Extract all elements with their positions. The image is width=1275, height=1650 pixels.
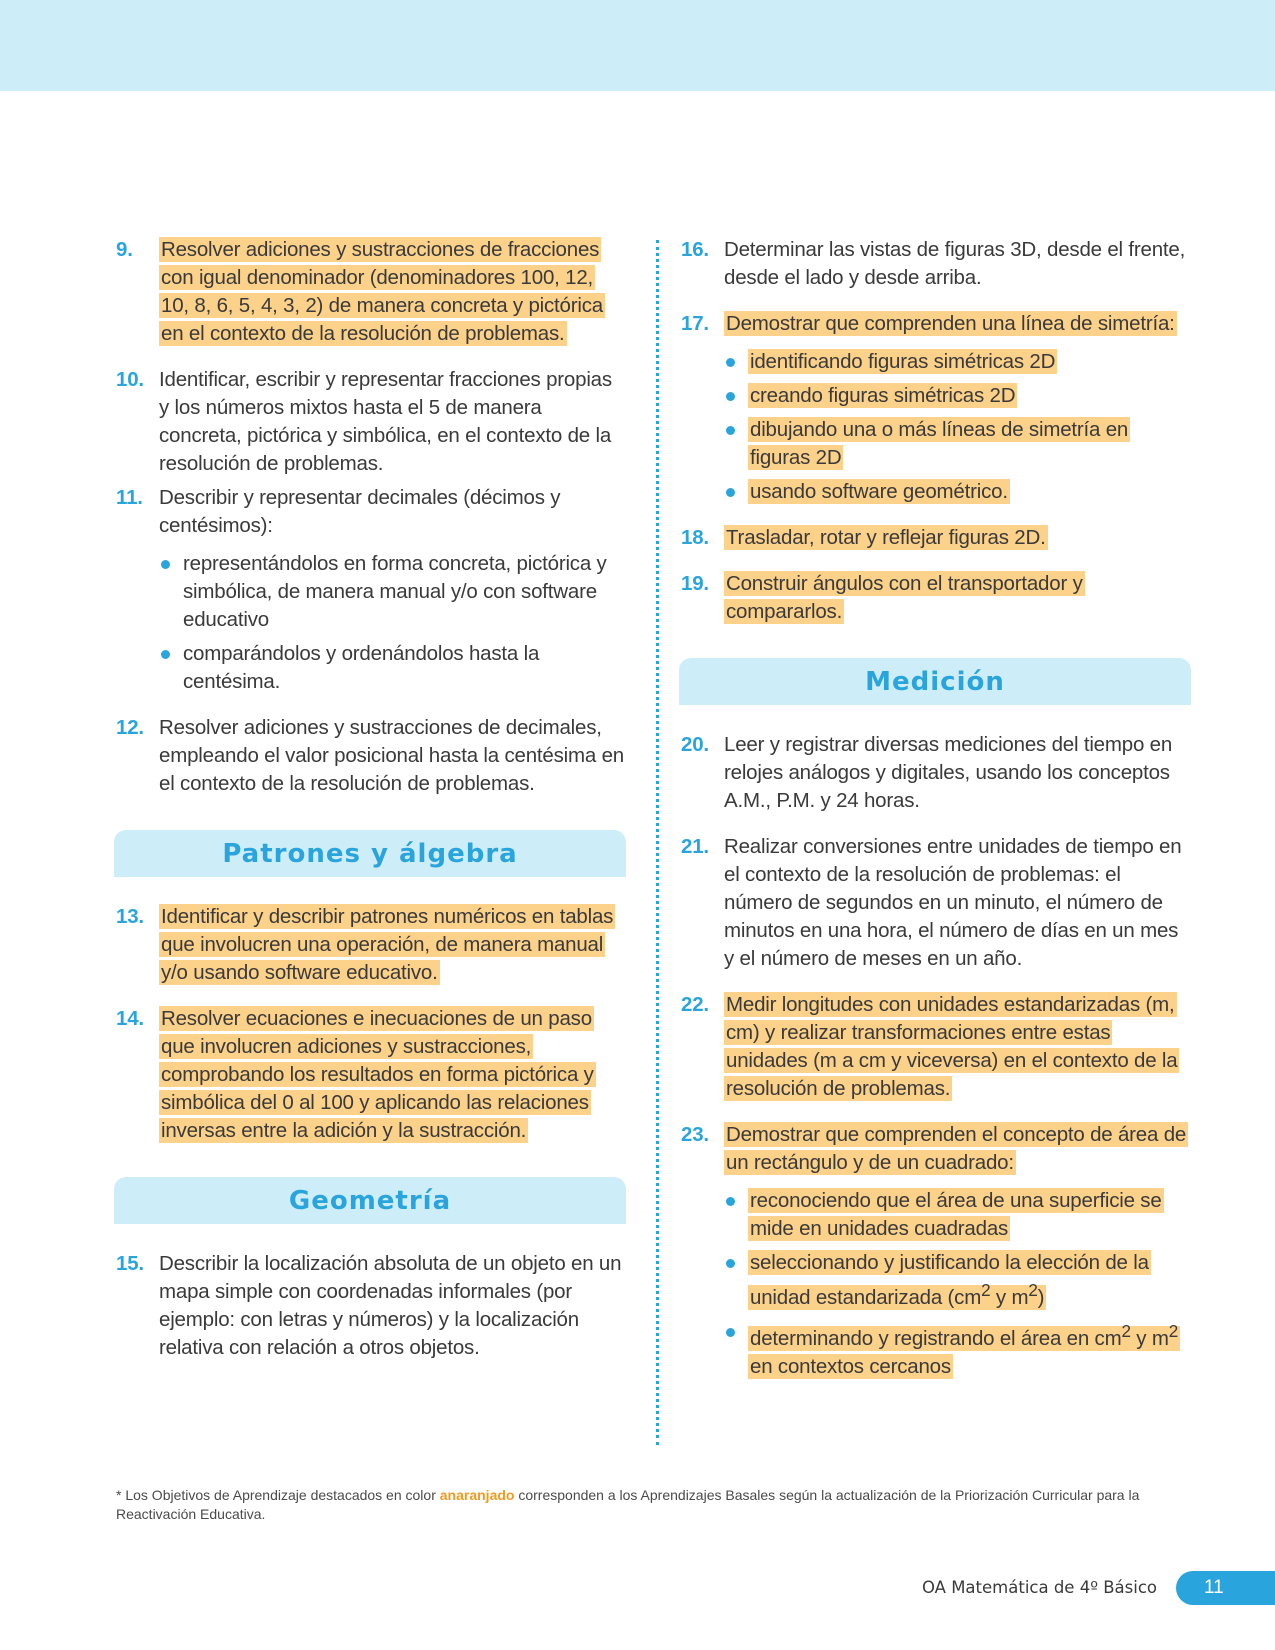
objective-text: Leer y registrar diversas mediciones del tiempo en relojes análogos y digitales, usando los conceptos A.M., P.M. y 24 horas. — [724, 733, 1173, 812]
objective-text: Resolver ecuaciones e inecuaciones de un paso que involucren adiciones y sustracciones, comprobando los resultados en forma pictórica y simbólica del 0 al 100 y aplicando las relaciones inversas entre la adición y la sustracción. — [161, 1007, 594, 1142]
list-item: creando figuras simétricas 2D — [724, 382, 1191, 410]
objective-text: Describir la localización absoluta de un objeto en un mapa simple con coordenadas informales (por ejemplo: con letras y números) y la localización relativa con relación a otros objetos. — [159, 1252, 622, 1359]
objective-number: 9. — [116, 238, 133, 261]
objective-text: Trasladar, rotar y reflejar figuras 2D. — [726, 526, 1046, 549]
objective-number: 23. — [681, 1123, 709, 1146]
objective-number: 15. — [116, 1252, 144, 1275]
objective-number: 17. — [681, 312, 709, 335]
list-item: comparándolos y ordenándolos hasta la centésima. — [159, 640, 626, 696]
objective-number: 19. — [681, 572, 709, 595]
objective-number: 14. — [116, 1007, 144, 1030]
objective-23 — [681, 1121, 1191, 1381]
bullet-icon — [726, 426, 735, 435]
bullet-icon — [726, 1197, 735, 1206]
objective-text: Demostrar que comprenden el concepto de área de un rectángulo y de un cuadrado: — [726, 1123, 1187, 1174]
objective-text: Identificar y describir patrones numéricos en tablas que involucren una operación, de manera manual y/o usando software educativo. — [161, 905, 614, 984]
column-divider — [656, 240, 659, 1445]
bullet-icon — [726, 1328, 735, 1337]
section-header-geometria: Geometría — [114, 1177, 626, 1224]
objective-17 — [681, 310, 1191, 506]
list-item: dibujando una o más líneas de simetría en figuras 2D — [724, 416, 1191, 472]
objective-number: 20. — [681, 733, 709, 756]
footer-title: OA Matemática de 4º Básico — [921, 1578, 1157, 1597]
objective-text: Realizar conversiones entre unidades de tiempo en el contexto de la resolución de problemas: el número de segundos en un minuto, el número de minutos en una hora, el número de días en un mes y el número de meses en un año. — [724, 835, 1182, 970]
objective-16 — [681, 236, 1191, 292]
objective-9 — [116, 236, 626, 348]
objective-10 — [116, 366, 626, 478]
list-item: reconociendo que el área de una superficie se mide en unidades cuadradas — [724, 1187, 1191, 1243]
objective-number: 12. — [116, 716, 144, 739]
bullet-icon — [726, 358, 735, 367]
objective-15 — [116, 1250, 626, 1362]
bullet-list — [724, 1187, 1191, 1381]
list-item: identificando figuras simétricas 2D — [724, 348, 1191, 376]
section-header-medicion: Medición — [679, 658, 1191, 705]
objective-number: 10. — [116, 368, 144, 391]
footnote: * Los Objetivos de Aprendizaje destacados en color anaranjado corresponden a los Aprendizajes Basales según la actualización de la Priorización Curricular para la Reactivación Educativa. — [116, 1487, 1140, 1522]
objective-text: Describir y representar decimales (décimos y centésimos): — [159, 486, 561, 537]
objective-14 — [116, 1005, 626, 1145]
bullet-icon — [726, 392, 735, 401]
left-column — [116, 236, 626, 1380]
objective-number: 21. — [681, 835, 709, 858]
footnote-accent: anaranjado — [439, 1487, 515, 1503]
list-item: usando software geométrico. — [724, 478, 1191, 506]
bullet-list — [159, 550, 626, 696]
objective-text: Identificar, escribir y representar fracciones propias y los números mixtos hasta el 5 de manera concreta, pictórica y simbólica, en el contexto de la resolución de problemas. — [159, 368, 612, 475]
objective-19 — [681, 570, 1191, 626]
bullet-icon — [726, 1259, 735, 1268]
objective-20 — [681, 731, 1191, 815]
objective-number: 18. — [681, 526, 709, 549]
objective-number: 11. — [116, 486, 143, 509]
section-header-patrones: Patrones y álgebra — [114, 830, 626, 877]
bullet-icon — [161, 650, 170, 659]
objective-18 — [681, 524, 1191, 552]
top-band — [0, 0, 1275, 91]
objective-text: Medir longitudes con unidades estandarizadas (m, cm) y realizar transformaciones entre estas unidades (m a cm y viceversa) en el contexto de la resolución de problemas. — [726, 993, 1178, 1100]
objective-text: Demostrar que comprenden una línea de simetría: — [726, 312, 1175, 335]
objective-text: Resolver adiciones y sustracciones de fracciones con igual denominador (denominadores 100, 12, 10, 8, 6, 5, 4, 3, 2) de manera concreta y pictórica en el contexto de la resolución de problemas. — [161, 238, 603, 345]
page-number: 11 — [1176, 1571, 1275, 1605]
list-item: representándolos en forma concreta, pictórica y simbólica, de manera manual y/o con software educativo — [159, 550, 626, 634]
objective-number: 22. — [681, 993, 709, 1016]
objective-text: Resolver adiciones y sustracciones de decimales, empleando el valor posicional hasta la centésima en el contexto de la resolución de problemas. — [159, 716, 625, 795]
objective-number: 13. — [116, 905, 144, 928]
bullet-icon — [726, 488, 735, 497]
objective-text: Construir ángulos con el transportador y compararlos. — [726, 572, 1083, 623]
objective-number: 16. — [681, 238, 709, 261]
right-column — [681, 236, 1191, 1399]
objective-21 — [681, 833, 1191, 973]
objective-22 — [681, 991, 1191, 1103]
list-item: seleccionando y justificando la elección de la unidad estandarizada ($cm^2$ y $m^2$) — [724, 1249, 1191, 1312]
bullet-icon — [161, 560, 170, 569]
objective-11 — [116, 484, 626, 696]
objective-text: Determinar las vistas de figuras 3D, desde el frente, desde el lado y desde arriba. — [724, 238, 1186, 289]
objective-13 — [116, 903, 626, 987]
bullet-list — [724, 348, 1191, 506]
list-item: determinando y registrando el área en $cm^2$ y $m^2$ en contextos cercanos — [724, 1318, 1191, 1381]
objective-12 — [116, 714, 626, 798]
